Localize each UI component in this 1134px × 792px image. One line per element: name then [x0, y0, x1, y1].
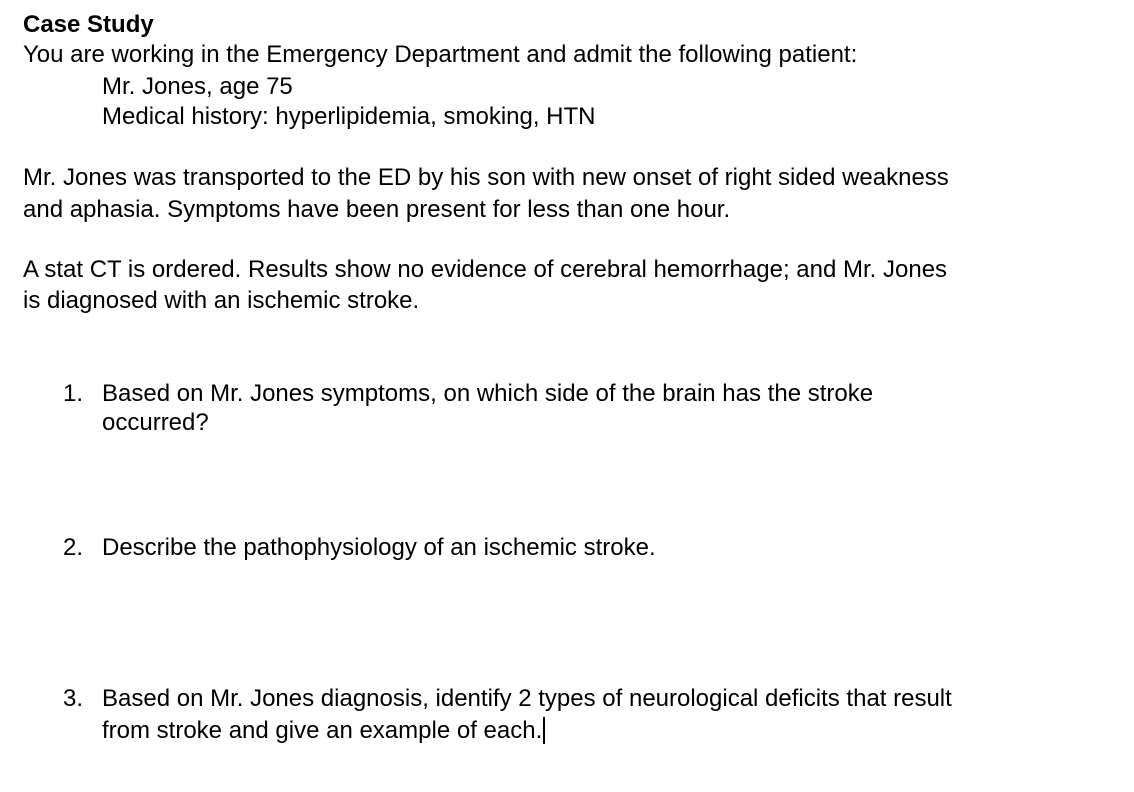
- question-1-number: 1.: [63, 380, 84, 407]
- question-3-line-1: Based on Mr. Jones diagnosis, identify 2 types of neurological deficits that result: [102, 685, 952, 712]
- question-1-line-2: occurred?: [102, 409, 209, 436]
- diagnosis-paragraph-line-2: is diagnosed with an ischemic stroke.: [23, 287, 420, 314]
- case-study-heading: Case Study: [23, 11, 154, 38]
- question-3-number: 3.: [63, 685, 84, 712]
- patient-medical-history: Medical history: hyperlipidemia, smoking, HTN: [102, 103, 596, 130]
- patient-name-age: Mr. Jones, age 75: [102, 73, 293, 100]
- question-2-line-1: Describe the pathophysiology of an ischemic stroke.: [102, 534, 656, 561]
- intro-text: You are working in the Emergency Department and admit the following patient:: [23, 41, 858, 68]
- presentation-paragraph-line-1: Mr. Jones was transported to the ED by his son with new onset of right sided weakness: [23, 164, 949, 191]
- presentation-paragraph-line-2: and aphasia. Symptoms have been present for less than one hour.: [23, 196, 731, 223]
- question-3-line-2-wrapper: [102, 716, 545, 746]
- text-cursor: [543, 717, 545, 744]
- diagnosis-paragraph-line-1: A stat CT is ordered. Results show no evidence of cerebral hemorrhage; and Mr. Jones: [23, 256, 948, 283]
- question-1-line-1: Based on Mr. Jones symptoms, on which side of the brain has the stroke: [102, 380, 874, 407]
- question-2-number: 2.: [63, 534, 84, 561]
- question-3-line-2: from stroke and give an example of each.: [102, 717, 543, 744]
